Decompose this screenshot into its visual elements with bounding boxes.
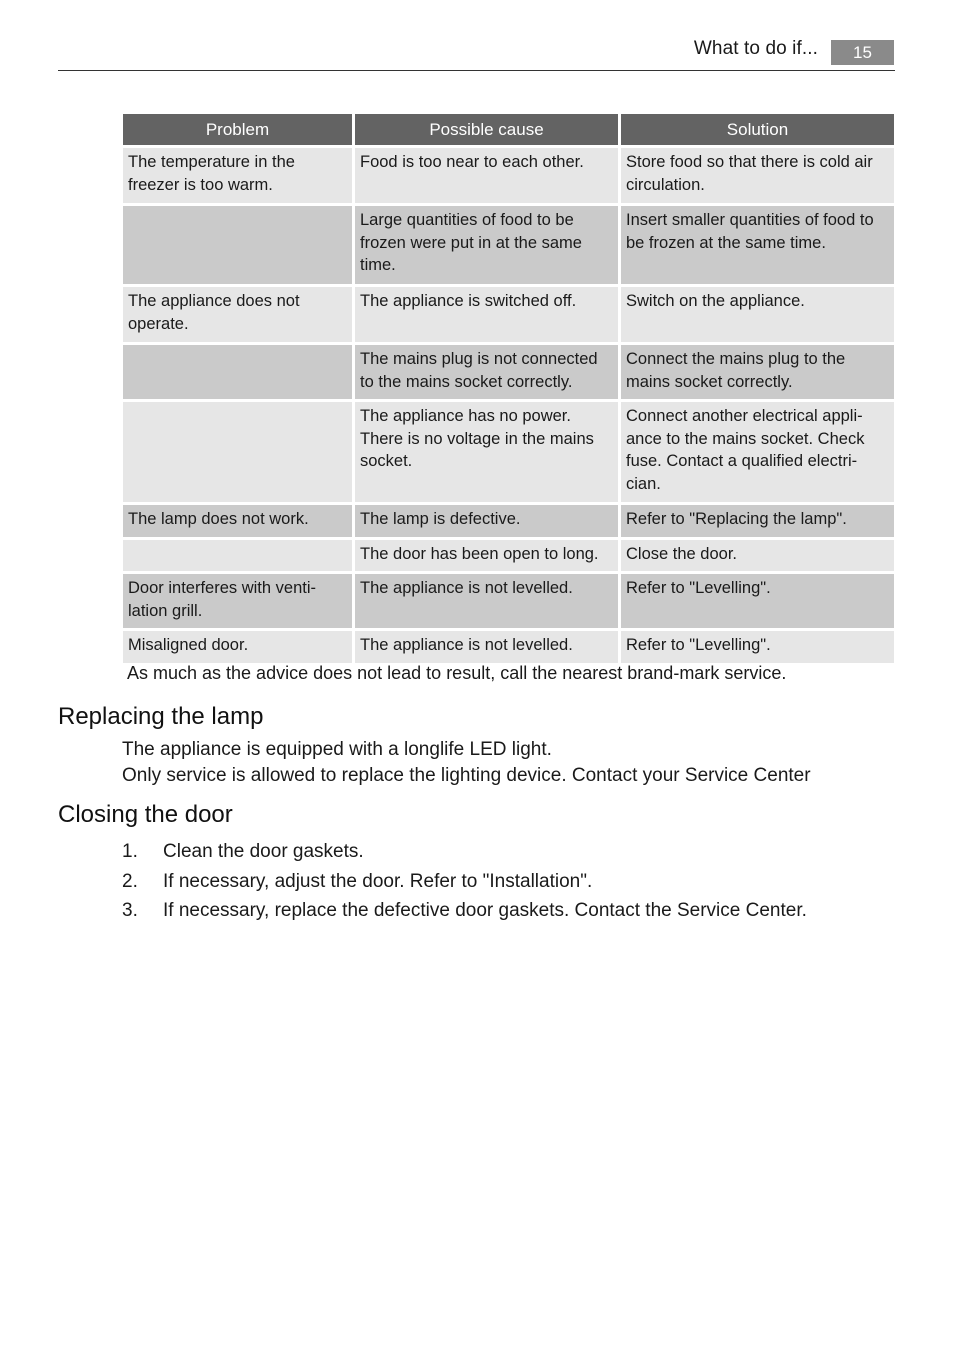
header-rule — [58, 70, 895, 71]
column-header-cause: Possible cause — [355, 114, 618, 145]
step-number: 1. — [122, 841, 138, 862]
solution-cell: Connect another electrical appli-ance to the mains socket. Check fuse. Contact a qualified electri-cian. — [621, 402, 894, 502]
solution-cell: Switch on the appliance. — [621, 287, 894, 342]
table-row — [123, 148, 894, 203]
table-row — [123, 540, 894, 572]
problem-cell: The lamp does not work. — [123, 505, 352, 537]
column-header-problem: Problem — [123, 114, 352, 145]
table-row — [123, 287, 894, 342]
step-number: 3. — [122, 900, 138, 921]
section-title-replacing-lamp: Replacing the lamp — [58, 703, 264, 730]
lamp-paragraph-line1: The appliance is equipped with a longlife LED light. — [122, 739, 552, 760]
problem-cell — [123, 345, 352, 399]
table-row — [123, 505, 894, 537]
column-header-solution: Solution — [621, 114, 894, 145]
troubleshooting-table — [120, 111, 897, 666]
solution-cell: Store food so that there is cold air circulation. — [621, 148, 894, 203]
problem-cell: The appliance does not operate. — [123, 287, 352, 342]
list-item — [122, 837, 807, 867]
problem-cell: Door interferes with venti-lation grill. — [123, 574, 352, 628]
step-text: If necessary, replace the defective door gaskets. Contact the Service Center. — [163, 900, 807, 921]
table-row — [123, 206, 894, 284]
page-number: 15 — [831, 40, 894, 65]
problem-cell: The temperature in the freezer is too warm. — [123, 148, 352, 203]
cause-cell: The door has been open to long. — [355, 540, 618, 572]
cause-cell: The appliance is not levelled. — [355, 631, 618, 663]
step-text: If necessary, adjust the door. Refer to "Installation". — [163, 870, 593, 892]
closing-door-steps — [122, 837, 807, 926]
table-row — [123, 345, 894, 399]
step-text: Clean the door gaskets. — [163, 841, 364, 862]
list-item — [122, 867, 807, 897]
lamp-paragraph-line2: Only service is allowed to replace the lighting device. Contact your Service Center — [122, 765, 811, 786]
section-title-closing-door: Closing the door — [58, 801, 233, 828]
service-note: As much as the advice does not lead to result, call the nearest brand-mark service. — [127, 663, 787, 683]
running-header-title: What to do if... — [693, 38, 818, 59]
solution-cell: Refer to "Levelling". — [621, 574, 894, 628]
problem-cell — [123, 402, 352, 502]
cause-cell: Large quantities of food to be frozen were put in at the same time. — [355, 206, 618, 284]
solution-cell: Close the door. — [621, 540, 894, 572]
table-row — [123, 574, 894, 628]
cause-cell: Food is too near to each other. — [355, 148, 618, 203]
list-item — [122, 896, 807, 926]
step-number: 2. — [122, 870, 138, 892]
table-row — [123, 631, 894, 663]
problem-cell: Misaligned door. — [123, 631, 352, 663]
solution-cell: Refer to "Levelling". — [621, 631, 894, 663]
table-row — [123, 402, 894, 502]
table-header-row — [123, 114, 894, 145]
solution-cell: Insert smaller quantities of food to be frozen at the same time. — [621, 206, 894, 284]
solution-cell: Refer to "Replacing the lamp". — [621, 505, 894, 537]
cause-cell: The appliance has no power. There is no voltage in the mains socket. — [355, 402, 618, 502]
cause-cell: The appliance is not levelled. — [355, 574, 618, 628]
cause-cell: The lamp is defective. — [355, 505, 618, 537]
problem-cell — [123, 540, 352, 572]
solution-cell: Connect the mains plug to the mains socket correctly. — [621, 345, 894, 399]
cause-cell: The mains plug is not connected to the mains socket correctly. — [355, 345, 618, 399]
cause-cell: The appliance is switched off. — [355, 287, 618, 342]
problem-cell — [123, 206, 352, 284]
